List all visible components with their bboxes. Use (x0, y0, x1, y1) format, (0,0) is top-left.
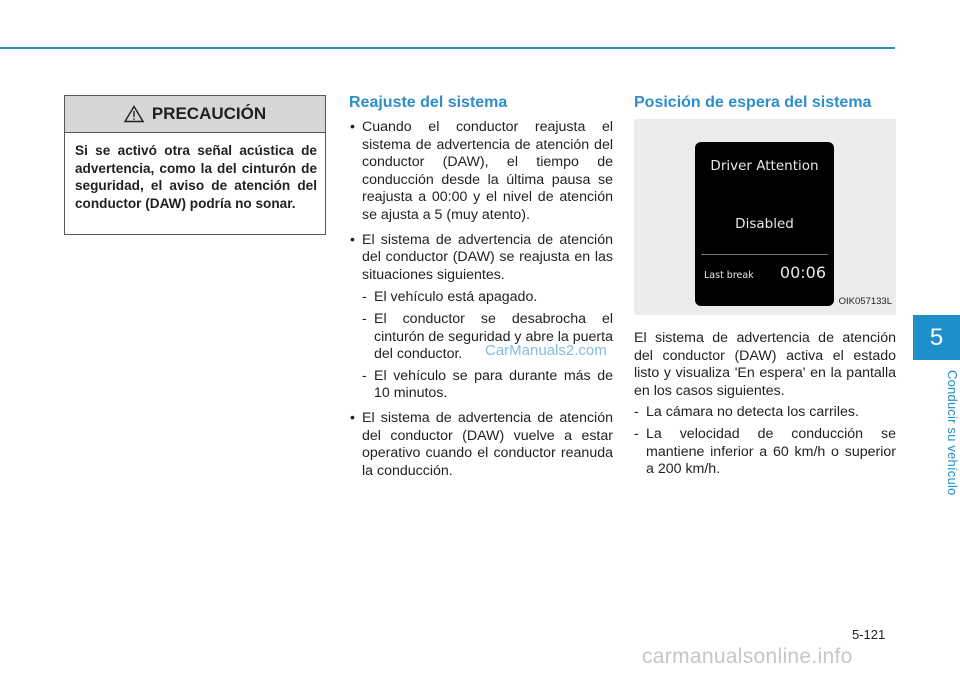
warning-triangle-icon (124, 105, 144, 123)
chapter-title: Conducir su vehículo (945, 370, 960, 496)
caution-title: PRECAUCIÓN (151, 104, 267, 123)
page-number: 5-121 (852, 627, 886, 642)
caution-box (64, 95, 326, 235)
screen-title: Driver Attention (710, 158, 819, 174)
caution-header (65, 96, 325, 133)
reset-section (349, 94, 613, 487)
figure-code: OIK057133L (838, 296, 892, 308)
standby-case: - La velocidad de conducción se mantiene inferior a 60 km/h o superior a 200 km/h. (634, 425, 896, 478)
top-rule (0, 47, 895, 49)
reset-situation: - El conductor se desabrocha el cinturón de seguridad y abre la puerta del conductor. (362, 310, 613, 363)
screen-status: Disabled (735, 216, 794, 232)
standby-section (634, 94, 896, 483)
reset-bullet: • Cuando el conductor reajusta el sistema de advertencia de atención del conductor (DAW), el tiempo de conducción desde la última pausa se reajusta a 00:00 y el nivel de atención se ajusta a 5 (muy atento). (349, 119, 613, 225)
watermark: CarManuals2.com (485, 342, 607, 359)
standby-heading: Posición de espera del sistema (634, 94, 872, 111)
last-break-time: 00:06 (779, 263, 826, 282)
chapter-number-tab: 5 (913, 315, 960, 360)
cluster-display-figure (634, 119, 896, 315)
screen-divider (701, 254, 828, 255)
footer-site-mark: carmanualsonline.info (642, 645, 853, 668)
reset-heading: Reajuste del sistema (349, 94, 508, 111)
standby-case: - La cámara no detecta los carriles. (634, 404, 859, 421)
cluster-screen (695, 142, 834, 306)
reset-bullet: • El sistema de advertencia de atención del conductor (DAW) se reajusta en las situaciones siguientes. (349, 232, 613, 285)
caution-text: Si se activó otra señal acústica de advertencia, como la del cinturón de seguridad, el aviso de atención del conductor (DAW) podría no sonar. (75, 143, 317, 211)
reset-situation: - El vehículo se para durante más de 10 minutos. (362, 367, 613, 402)
last-break-label: Last break (704, 270, 754, 281)
reset-bullet: • El sistema de advertencia de atención del conductor (DAW) vuelve a estar operativo cuando el conductor reanuda la conducción. (349, 410, 613, 480)
reset-situation: - El vehículo está apagado. (362, 289, 538, 306)
standby-intro: El sistema de advertencia de atención del conductor (DAW) activa el estado listo y visualiza 'En espera' en la pantalla en los casos siguientes. (634, 330, 896, 399)
